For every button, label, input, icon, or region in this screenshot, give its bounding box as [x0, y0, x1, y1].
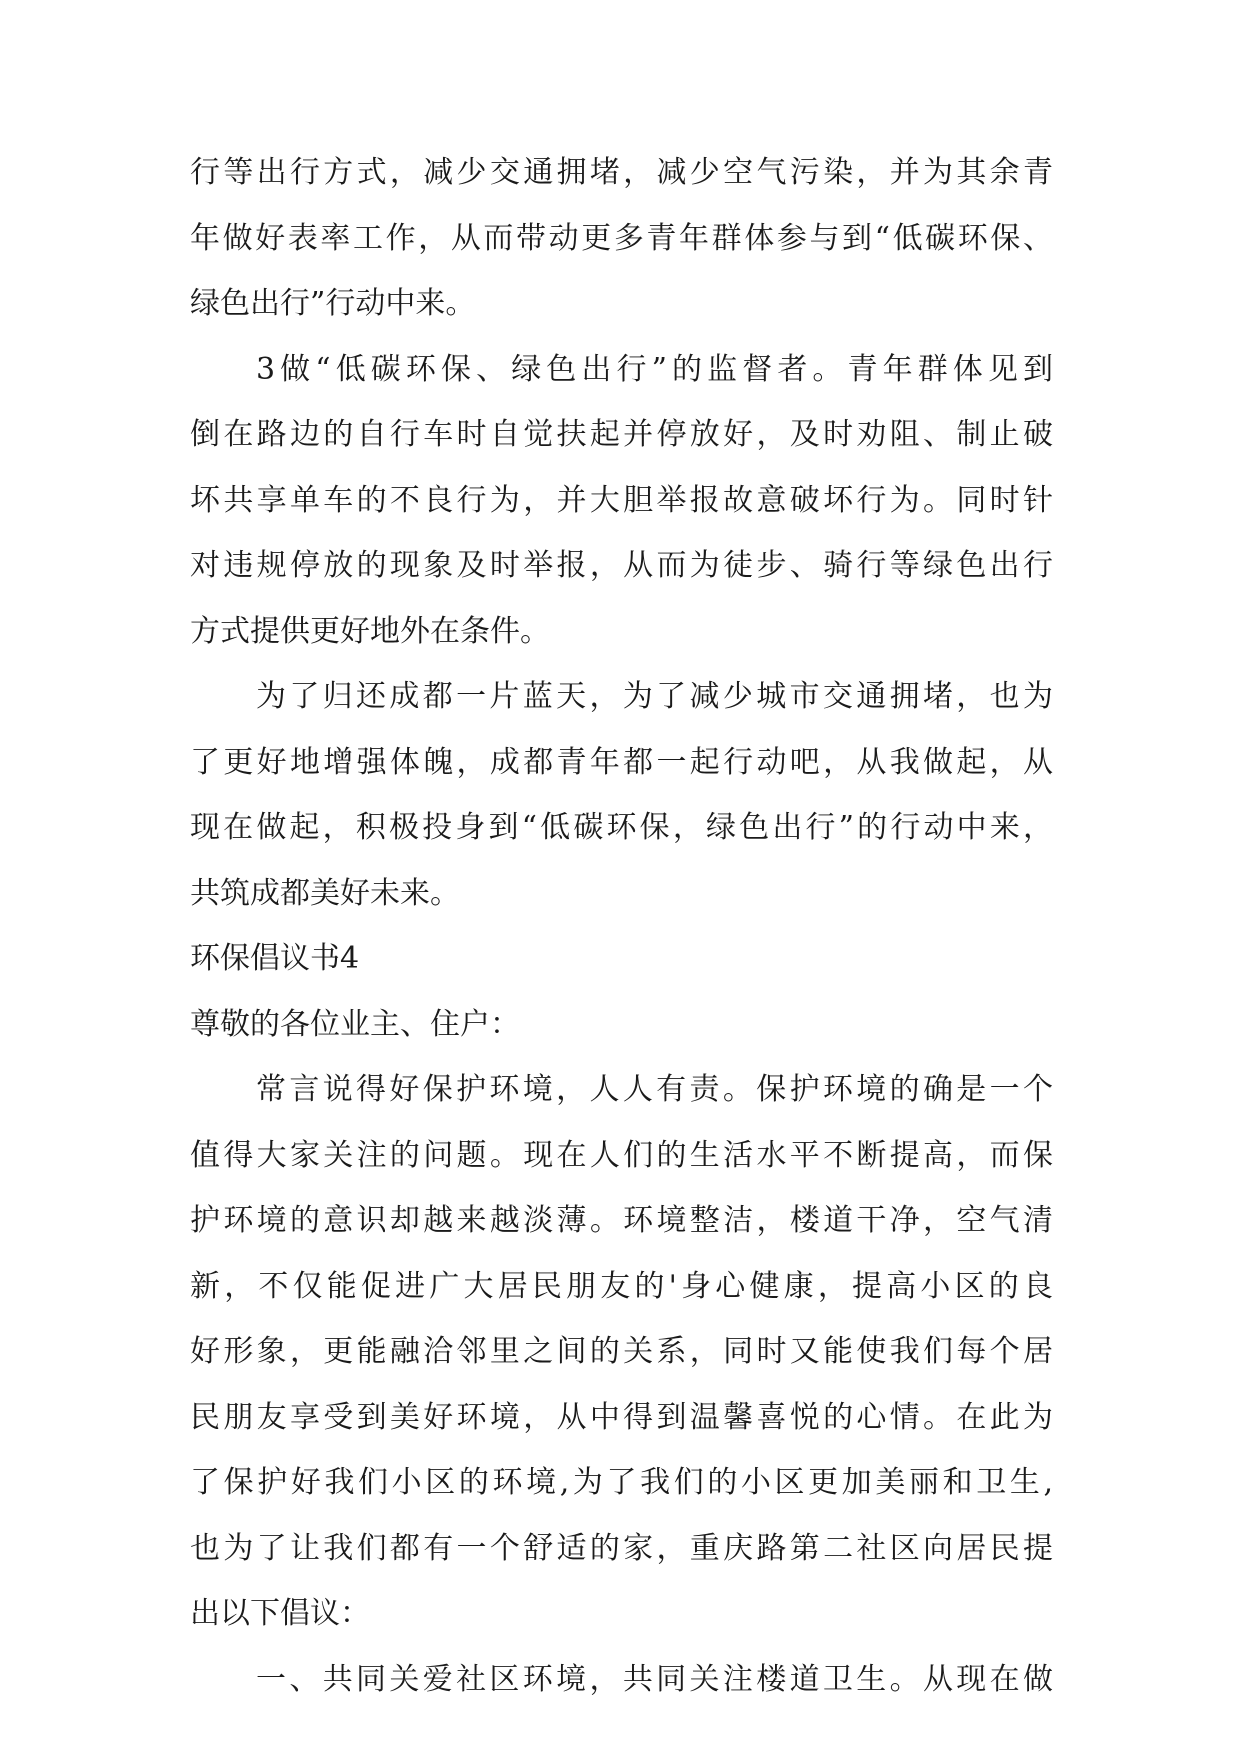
text-line: 好形象，更能融洽邻里之间的关系，同时又能使我们每个居: [190, 1334, 1053, 1369]
text-line: 常言说得好保护环境，人人有责。保护环境的确是一个: [256, 1072, 1053, 1107]
paragraph: [190, 140, 1053, 337]
text-line: 也为了让我们都有一个舒适的家，重庆路第二社区向居民提: [190, 1530, 1053, 1566]
document-page: [190, 140, 1053, 1712]
text-line: 新，不仅能促进广大居民朋友的'身心健康，提高小区的良: [190, 1268, 1053, 1304]
paragraph: [190, 1057, 1053, 1647]
text-line: 为了归还成都一片蓝天，为了减少城市交通拥堵，也为: [256, 679, 1053, 714]
text-line: 民朋友享受到美好环境，从中得到温馨喜悦的心情。在此为: [190, 1399, 1053, 1435]
text-line: 现在做起，积极投身到“低碳环保，绿色出行”的行动中来，: [190, 810, 1053, 845]
text-line: 3做“低碳环保、绿色出行”的监督者。青年群体见到: [256, 351, 1053, 387]
text-line: 方式提供更好地外在条件。: [190, 613, 550, 649]
text-line: 绿色出行”行动中来。: [190, 286, 476, 321]
text-line: 行等出行方式，减少交通拥堵，减少空气污染，并为其余青: [190, 155, 1053, 190]
text-line: 了更好地增强体魄，成都青年都一起行动吧，从我做起，从: [190, 744, 1053, 780]
text-line: 一、共同关爱社区环境，共同关注楼道卫生。从现在做: [256, 1661, 1053, 1697]
section-heading: 环保倡议书4: [190, 941, 360, 976]
text-line: 共筑成都美好未来。: [190, 875, 460, 911]
text-line: 坏共享单车的不良行为，并大胆举报故意破坏行为。同时针: [190, 482, 1053, 518]
text-line: 年做好表率工作，从而带动更多青年群体参与到“低碳环保、: [190, 220, 1053, 256]
paragraph: [190, 1647, 1053, 1713]
text-line: 了保护好我们小区的环境,为了我们的小区更加美丽和卫生,: [190, 1465, 1053, 1500]
salutation: 尊敬的各位业主、住户：: [190, 1006, 520, 1042]
text-line: 出以下倡议：: [190, 1596, 370, 1631]
text-line: 值得大家关注的问题。现在人们的生活水平不断提高，而保: [190, 1137, 1053, 1173]
text-line: 倒在路边的自行车时自觉扶起并停放好，及时劝阻、制止破: [190, 417, 1053, 452]
text-line: 对违规停放的现象及时举报，从而为徒步、骑行等绿色出行: [190, 548, 1053, 583]
text-line: 护环境的意识却越来越淡薄。环境整洁，楼道干净，空气清: [190, 1203, 1053, 1238]
paragraph: [190, 664, 1053, 926]
paragraph: [190, 337, 1053, 665]
